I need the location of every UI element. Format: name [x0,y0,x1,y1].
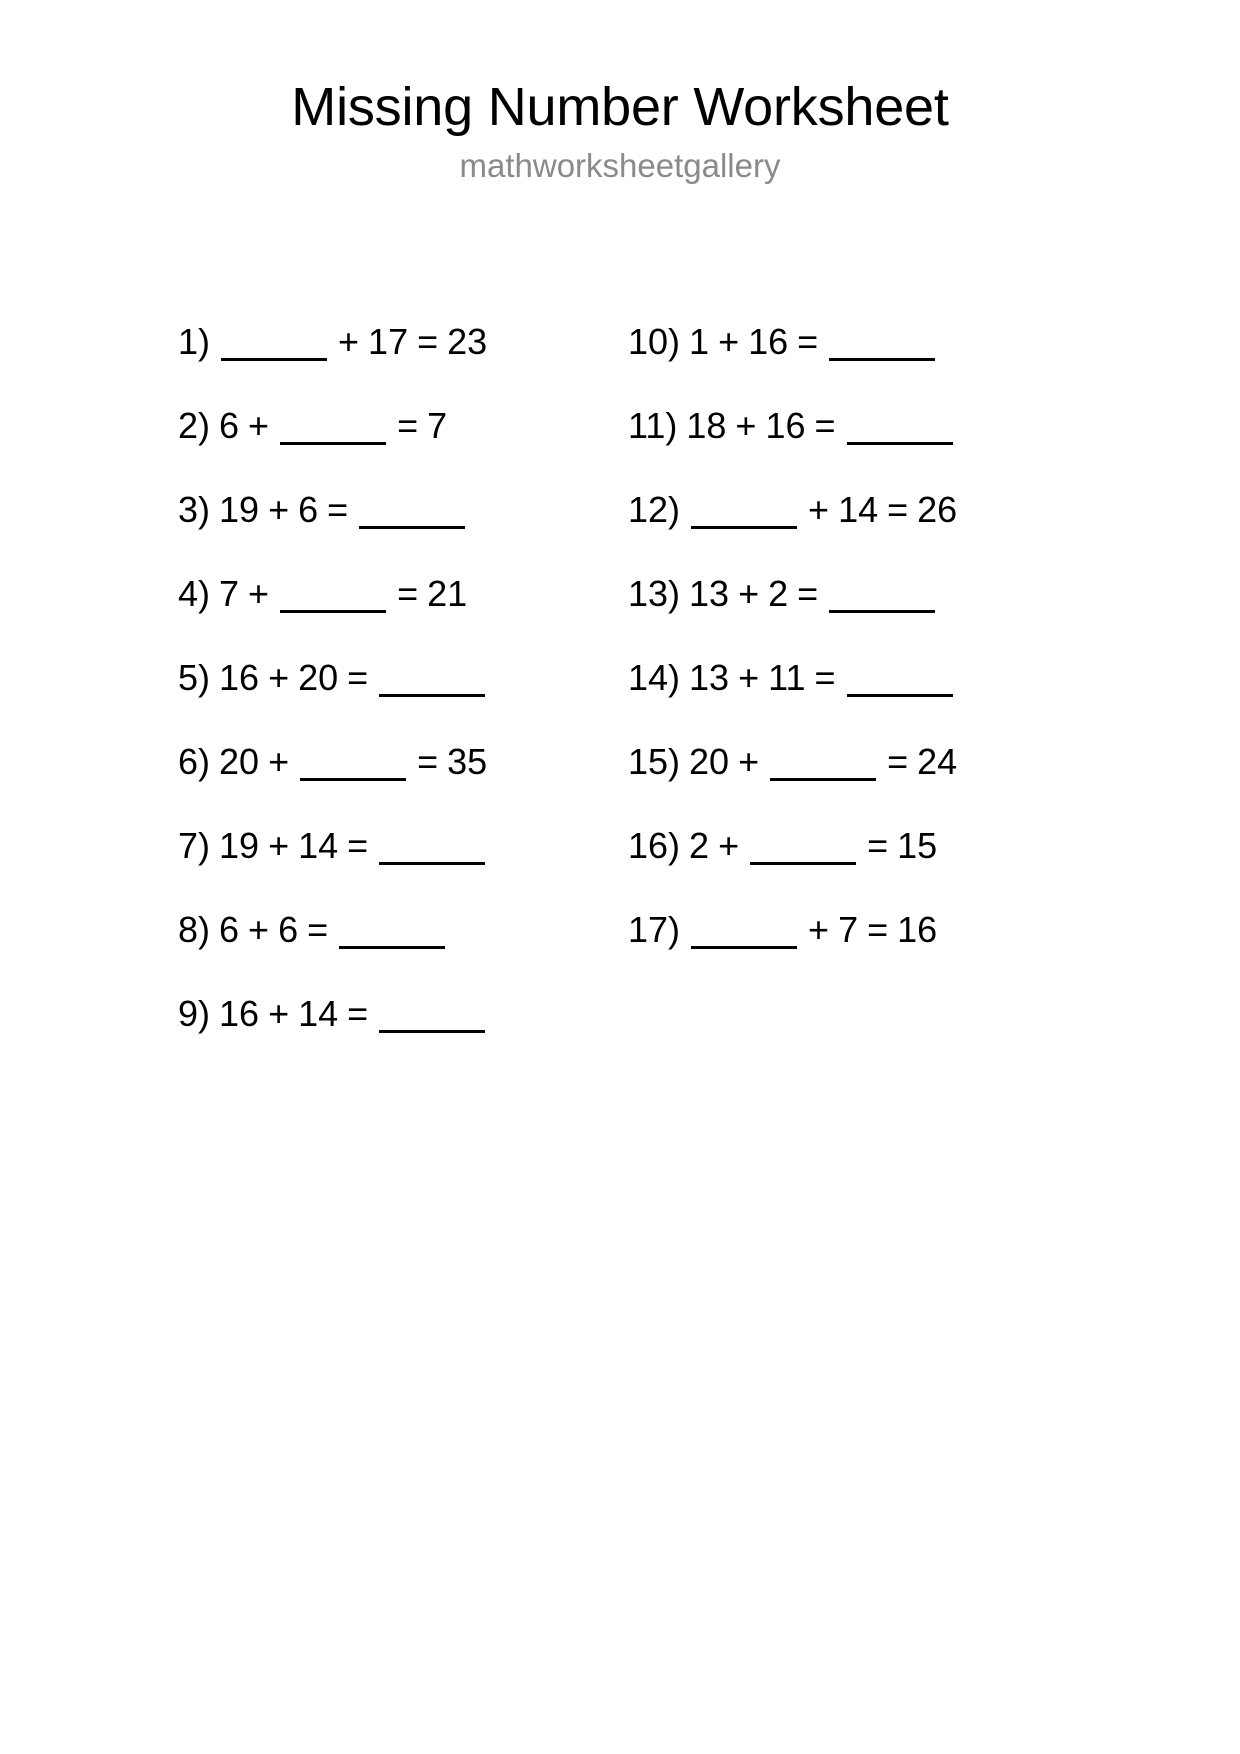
answer-blank-a[interactable] [691,486,797,522]
problem-operand-b: 14 [298,825,339,866]
problem-number: 3) [178,489,211,530]
problem-number: 6) [178,741,211,782]
problem-row [178,552,628,636]
answer-blank-b[interactable] [280,570,386,606]
plus-operator: + [268,489,290,530]
problem-number: 17) [628,909,681,950]
plus-operator: + [735,405,757,446]
equals-sign: = [797,573,819,614]
problem-operand-a: 16 [219,993,260,1034]
problem-row [628,888,1088,972]
problem-number: 7) [178,825,211,866]
equals-sign: = [417,741,439,782]
equals-sign: = [814,405,836,446]
problem-number: 12) [628,489,681,530]
left-column [178,300,628,1056]
equals-sign: = [347,993,369,1034]
problem-result: 7 [427,405,448,446]
equals-sign: = [327,489,349,530]
problem-operand-a: 6 [219,405,240,446]
problem-row [628,720,1088,804]
answer-blank-result[interactable] [829,318,935,354]
problem-result: 15 [897,825,938,866]
problem-operand-a: 7 [219,573,240,614]
plus-operator: + [738,657,760,698]
problem-operand-b: 20 [298,657,339,698]
problem-row [178,972,628,1056]
plus-operator: + [808,909,830,950]
page-title: Missing Number Worksheet [291,77,949,137]
right-column [628,300,1088,972]
problem-row [628,384,1088,468]
problem-number: 1) [178,321,211,362]
problem-number: 10) [628,321,681,362]
problem-operand-a: 6 [219,909,240,950]
plus-operator: + [268,741,290,782]
answer-blank-result[interactable] [829,570,935,606]
equals-sign: = [887,741,909,782]
problem-operand-a: 13 [689,573,730,614]
problem-number: 9) [178,993,211,1034]
plus-operator: + [738,741,760,782]
answer-blank-result[interactable] [847,402,953,438]
problem-operand-b: 7 [838,909,859,950]
problem-operand-b: 17 [368,321,409,362]
problem-result: 24 [917,741,958,782]
problem-row [628,468,1088,552]
problem-operand-b: 2 [768,573,789,614]
problem-operand-a: 18 [686,405,727,446]
problem-operand-a: 20 [689,741,730,782]
problem-number: 2) [178,405,211,446]
equals-sign: = [397,405,419,446]
problem-operand-b: 16 [748,321,789,362]
equals-sign: = [417,321,439,362]
answer-blank-b[interactable] [300,738,406,774]
problem-operand-b: 16 [765,405,806,446]
problem-operand-a: 2 [689,825,710,866]
problem-row [178,720,628,804]
plus-operator: + [268,993,290,1034]
problem-row [628,636,1088,720]
plus-operator: + [718,321,740,362]
answer-blank-result[interactable] [359,486,465,522]
plus-operator: + [738,573,760,614]
problem-operand-b: 14 [298,993,339,1034]
equals-sign: = [347,825,369,866]
equals-sign: = [347,657,369,698]
equals-sign: = [307,909,329,950]
plus-operator: + [268,825,290,866]
answer-blank-result[interactable] [339,906,445,942]
answer-blank-b[interactable] [280,402,386,438]
problem-operand-a: 20 [219,741,260,782]
problem-number: 16) [628,825,681,866]
answer-blank-result[interactable] [379,990,485,1026]
plus-operator: + [808,489,830,530]
answer-blank-result[interactable] [847,654,953,690]
plus-operator: + [338,321,360,362]
problem-row [178,636,628,720]
problem-operand-a: 19 [219,825,260,866]
equals-sign: = [887,489,909,530]
problem-number: 13) [628,573,681,614]
answer-blank-result[interactable] [379,654,485,690]
equals-sign: = [797,321,819,362]
problem-result: 26 [917,489,958,530]
problem-number: 4) [178,573,211,614]
problem-row [178,888,628,972]
problem-operand-a: 16 [219,657,260,698]
problem-row [628,804,1088,888]
problem-grid [0,300,1240,1056]
problem-result: 35 [447,741,488,782]
problem-operand-a: 1 [689,321,710,362]
plus-operator: + [248,573,270,614]
problem-row [178,804,628,888]
plus-operator: + [248,909,270,950]
problem-row [628,300,1088,384]
problem-operand-b: 14 [838,489,879,530]
problem-number: 5) [178,657,211,698]
worksheet-header [0,78,1240,185]
equals-sign: = [814,657,836,698]
problem-operand-a: 19 [219,489,260,530]
answer-blank-b[interactable] [750,822,856,858]
plus-operator: + [268,657,290,698]
answer-blank-a[interactable] [691,906,797,942]
problem-result: 16 [897,909,938,950]
problem-number: 11) [628,405,678,446]
problem-result: 21 [427,573,468,614]
problem-row [178,300,628,384]
equals-sign: = [397,573,419,614]
answer-blank-result[interactable] [379,822,485,858]
worksheet-subtitle: mathworksheetgallery [459,147,781,185]
problem-row [178,384,628,468]
equals-sign: = [867,909,889,950]
equals-sign: = [867,825,889,866]
answer-blank-b[interactable] [770,738,876,774]
problem-row [178,468,628,552]
problem-operand-b: 11 [768,657,806,698]
plus-operator: + [248,405,270,446]
problem-operand-b: 6 [298,489,319,530]
problem-operand-a: 13 [689,657,730,698]
problem-row [628,552,1088,636]
problem-number: 8) [178,909,211,950]
problem-operand-b: 6 [278,909,299,950]
plus-operator: + [718,825,740,866]
problem-number: 14) [628,657,681,698]
answer-blank-a[interactable] [221,318,327,354]
problem-result: 23 [447,321,488,362]
problem-number: 15) [628,741,681,782]
